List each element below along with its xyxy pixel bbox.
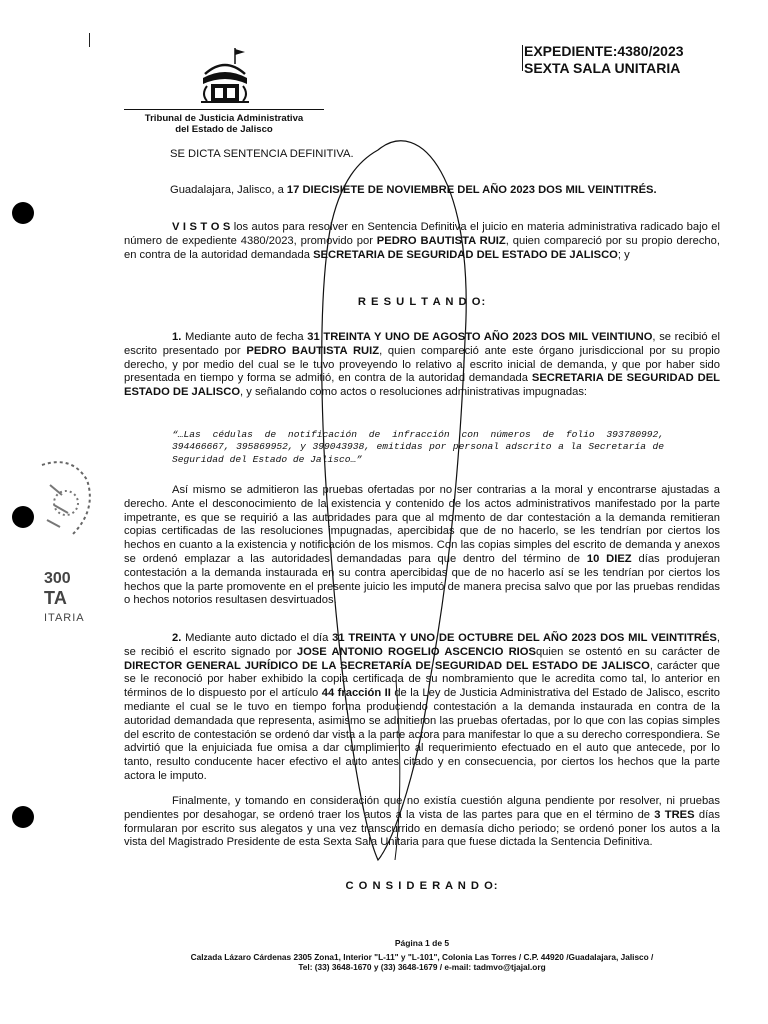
date-prefix: Guadalajara, Jalisco, a xyxy=(170,184,287,196)
r1-text-2: , se recibió el escrito presentado por xyxy=(124,331,720,357)
resultando-2 xyxy=(124,632,720,784)
finalmente-text-2: días formularan por escrito sus alegatos y una vez transcurrido en demasía dicho periodo; se ordenó poner los autos a la vista del Magistrado Presidente de esta Sexta Sala Unitaria para que fuese dictada la Sentencia Definitiva. xyxy=(124,808,720,849)
vistos-actor: PEDRO BAUTISTA RUIZ xyxy=(376,234,506,247)
institution-name-line1: Tribunal de Justicia Administrativa xyxy=(144,113,304,124)
scan-mark xyxy=(89,33,90,47)
asimismo-plazo: 10 DIEZ xyxy=(586,552,632,565)
dicta-sentencia: SE DICTA SENTENCIA DEFINITIVA. xyxy=(170,148,354,160)
r2-cargo: DIRECTOR GENERAL JURÍDICO DE LA SECRETARÍA DE SEGURIDAD DEL ESTADO DE JALISCO xyxy=(124,659,650,672)
r2-text-2: , se recibió el escrito signado por xyxy=(124,632,720,658)
r2-text-3: quien se ostentó en su carácter de xyxy=(535,645,720,658)
vistos-text-2: , quien compareció por su propio derecho, en contra de la autoridad demandada xyxy=(124,234,720,261)
vistos-text-1: los autos para resolver en Sentencia Definitiva el juicio en materia administrativa radicado bajo el número de expediente 4380/2023, promovido por xyxy=(124,221,720,247)
expediente-box-left-edge xyxy=(522,45,523,71)
expediente-number: EXPEDIENTE:4380/2023 xyxy=(524,43,684,59)
vistos-text-3: ; y xyxy=(617,248,630,261)
finalmente-text-1: Finalmente, y tomando en consideración que no existía cuestión alguna pendiente por resolver, ni pruebas pendientes por desahogar, se ordenó traer los autos a la vista de las partes para que en el término de xyxy=(124,795,720,821)
r1-num: 1. xyxy=(172,331,182,343)
r2-articulo: 44 fracción II xyxy=(321,687,391,700)
tribunal-logo xyxy=(197,46,253,106)
bleed-through-text-1: 300 xyxy=(44,570,71,587)
date-line xyxy=(170,184,730,198)
r1-text-4: , y señalando como actos o resoluciones administrativas impugnadas: xyxy=(240,386,588,399)
r2-nombre: JOSE ANTONIO ROGELIO ASCENCIO RIOS xyxy=(296,645,536,658)
resultando-heading: R E S U L T A N D O: xyxy=(357,296,487,308)
footer-address: Calzada Lázaro Cárdenas 2305 Zona1, Interior "L-11" y "L-101", Colonia Las Torres / C.P. 44920 /Guadalajara, Jalisco / xyxy=(190,952,654,962)
r1-actor: PEDRO BAUTISTA RUIZ xyxy=(246,344,380,357)
asimismo-text-end: días produjeran contestación a la demanda instaurada en su contra apercibidas que de no hacerlo así se les tendrían por ciertos los hechos que la parte promovente en el presente juicio les imputó de manera precisa salvo que por las pruebas rendidas o hechos notorios resultasen desvirtuados. xyxy=(124,552,720,607)
sala-name: SEXTA SALA UNITARIA xyxy=(524,60,681,76)
finalmente-paragraph xyxy=(124,795,720,850)
institution-name-line2: del Estado de Jalisco xyxy=(175,124,273,135)
footer-contact: Tel: (33) 3648-1670 y (33) 3648-1679 / e-mail: tadmvo@tjajal.org xyxy=(298,962,546,972)
finalmente-plazo: 3 TRES xyxy=(654,808,695,821)
bleed-through-text-3: ITARIA xyxy=(44,612,85,624)
punch-hole-middle xyxy=(12,506,34,528)
punch-hole-top xyxy=(12,202,34,224)
considerando-heading: C O N S I D E R A N D O: xyxy=(345,880,499,892)
asimismo-paragraph xyxy=(124,484,720,608)
r2-text-5: de la Ley de Justicia Administrativa del Estado de Jalisco, escrito mediante el cual se le tuvo en tiempo forma produciendo contestación a la demanda instaurada en contra de la autoridad demandada que representa, asimismo se admitieron las pruebas ofertadas, por lo que con las copias simples del escrito de contestación se ordenó dar vista a la parte actora para manifestar lo que a su derecho correspondiera. Se advirtió que la enjuiciada fue omisa a dar cumplimiento al requerimiento efectuado en el auto que antecede, por lo tanto, resulto conducente hacer efectivo el auto antes citado y en consecuencia, por ciertos los hechos que la parte actora le imputo. xyxy=(124,687,720,782)
vistos-paragraph xyxy=(124,221,720,262)
resultando-1 xyxy=(124,331,720,400)
date-bold: 17 DIECISIETE DE NOVIEMBRE DEL AÑO 2023 DOS MIL VEINTITRÉS. xyxy=(286,184,657,196)
r1-autoridad: SECRETARIA DE SEGURIDAD DEL ESTADO DE JALISCO xyxy=(124,372,720,399)
asimismo-text: Así mismo se admitieron las pruebas ofertadas por no ser contrarias a la moral y encontrarse ajustadas a derecho. Ante el desconocimiento de la existencia y contenido de los actos administrativos manifestado por la parte impetrante, es que se requirió a las autoridades para que al momento de dar contestación a la demanda remitieran copias certificadas de las resoluciones impugnadas, apercibidas que de no hacerlo, se les tendrían por ciertos los hechos en cuanto a la existencia y notificación de los mismos. Con las copias simples del escrito de demanda y anexos se ordenó emplazar a las autoridades demandadas para que dentro del término de xyxy=(124,484,720,565)
header-rule xyxy=(124,109,324,110)
r2-text-1: Mediante auto dictado el día xyxy=(181,632,333,644)
page-number: Página 1 de 5 xyxy=(394,938,450,948)
r1-text-1: Mediante auto de fecha xyxy=(181,331,308,343)
vistos-lead: V I S T O S xyxy=(172,221,231,233)
r1-text-3: , quien compareció ante este órgano jurisdiccional por su propio derecho, y por medio del cual se le tuvo proveyendo lo relativo al escrito inicial de demanda, y que por haber sido presentada en tiempo y forma se admitió, en contra de la autoridad demandada xyxy=(124,344,720,385)
r2-text-4: , carácter que se le reconoció por haber exhibido la copia certificada de su nombramiento que le acredita como tal, lo anterior en términos de lo dispuesto por el artículo xyxy=(124,659,720,700)
impugned-acts-quote: “…Las cédulas de notificación de infracción con números de folio 393780992, 394466667, 395869952, y 399043938, emitidas por personal adscrito a la Secretaría de Seguridad del Estado de Jalisco…” xyxy=(172,429,664,465)
r2-num: 2. xyxy=(172,632,182,644)
vistos-autoridad: SECRETARIA DE SEGURIDAD DEL ESTADO DE JALISCO xyxy=(313,248,618,261)
punch-hole-bottom xyxy=(12,806,34,828)
bleed-through-text-2: ТА xyxy=(44,588,67,608)
bleed-through-seal xyxy=(32,455,102,575)
r2-fecha: 31 TREINTA Y UNO DE OCTUBRE DEL AÑO 2023 DOS MIL VEINTITRÉS xyxy=(332,632,717,644)
r1-fecha: 31 TREINTA Y UNO DE AGOSTO AÑO 2023 DOS MIL VEINTIUNO xyxy=(307,331,653,343)
